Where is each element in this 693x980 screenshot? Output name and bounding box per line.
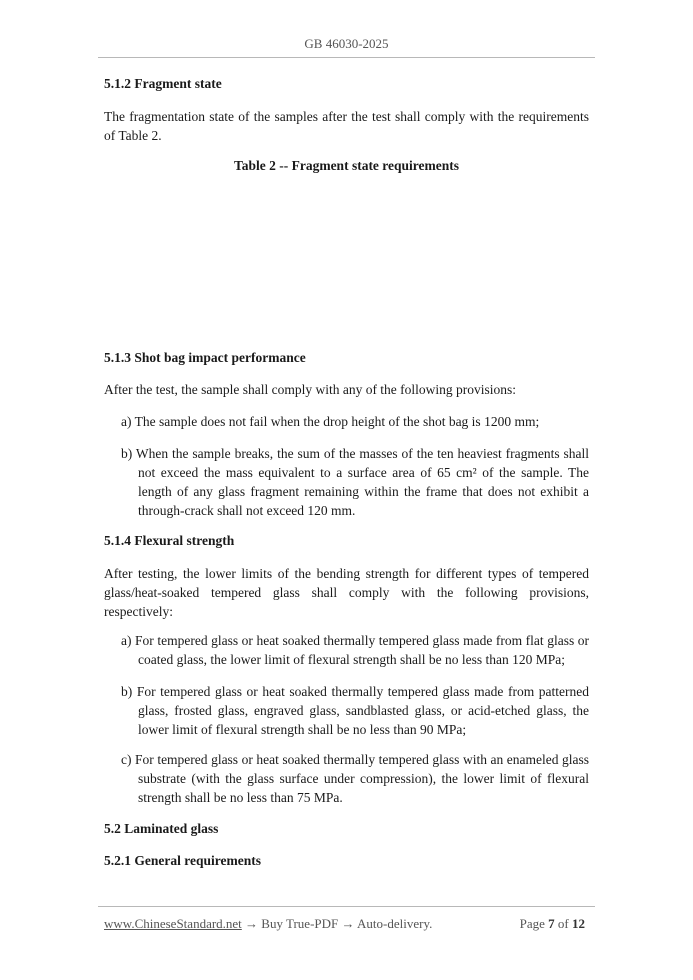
- list-item: [121, 412, 589, 431]
- current-page: 7: [548, 916, 555, 931]
- page-word: Page: [519, 916, 545, 931]
- section-5-1-2-paragraph: The fragmentation state of the samples after the test shall comply with the requirements of Table 2.: [104, 109, 589, 143]
- list-item-label: b): [121, 684, 133, 699]
- section-5-1-2-heading: 5.1.2 Fragment state: [104, 76, 222, 91]
- list-item-label: c): [121, 752, 132, 767]
- header-doc-id: GB 46030-2025: [304, 36, 389, 51]
- section-5-1-4-paragraph: After testing, the lower limits of the bending strength for different types of tempered glass/heat-soaked tempered glass shall comply with the following provisions, respectively:: [104, 566, 589, 619]
- total-pages: 12: [572, 916, 585, 931]
- buy-pdf-link[interactable]: Buy True-PDF: [261, 916, 339, 931]
- section-5-2-heading: 5.2 Laminated glass: [104, 821, 219, 836]
- table-2-title: Table 2 -- Fragment state requirements: [233, 158, 460, 173]
- of-word: of: [557, 916, 569, 931]
- arrow-right-icon: →: [245, 916, 259, 931]
- list-item: [121, 444, 589, 520]
- list-item-text: When the sample breaks, the sum of the masses of the ten heaviest fragments shall not exceed the mass equivalent to a surface area of 65 cm² of the sample. The length of any glass fragment remaining within the frame that does not exhibit a through-crack shall not exceed 120 mm.: [135, 446, 589, 518]
- site-link[interactable]: www.ChineseStandard.net: [104, 916, 242, 931]
- header-divider: [98, 57, 595, 58]
- list-item: [121, 631, 589, 669]
- page-number: [520, 916, 585, 932]
- list-item-text: The sample does not fail when the drop height of the shot bag is 1200 mm;: [134, 414, 540, 429]
- list-item-label: a): [121, 633, 132, 648]
- list-item-label: a): [121, 414, 132, 429]
- section-5-1-3-paragraph: After the test, the sample shall comply with any of the following provisions:: [104, 382, 517, 397]
- arrow-right-icon: →: [341, 916, 355, 931]
- section-5-1-4-heading: 5.1.4 Flexural strength: [104, 533, 235, 548]
- footer-divider: [98, 906, 595, 907]
- list-item: [121, 750, 589, 807]
- section-5-2-1-heading: 5.2.1 General requirements: [104, 853, 261, 868]
- list-item-text: For tempered glass or heat soaked thermally tempered glass made from flat glass or coated glass, the lower limit of flexural strength shall be no less than 120 MPa;: [135, 633, 589, 667]
- footer-links: [104, 916, 432, 932]
- list-item-label: b): [121, 446, 133, 461]
- list-item: [121, 682, 589, 739]
- auto-delivery-text: Auto-delivery.: [357, 916, 433, 931]
- section-5-1-3-heading: 5.1.3 Shot bag impact performance: [104, 350, 306, 365]
- list-item-text: For tempered glass or heat soaked thermally tempered glass made from patterned glass, frosted glass, engraved glass, sandblasted glass, or acid-etched glass, the lower limit of flexural strength shall be no less than 90 MPa;: [136, 684, 589, 737]
- list-item-text: For tempered glass or heat soaked thermally tempered glass with an enameled glass substrate (with the glass surface under compression), the lower limit of flexural strength shall be no less than 75 MPa.: [135, 752, 589, 805]
